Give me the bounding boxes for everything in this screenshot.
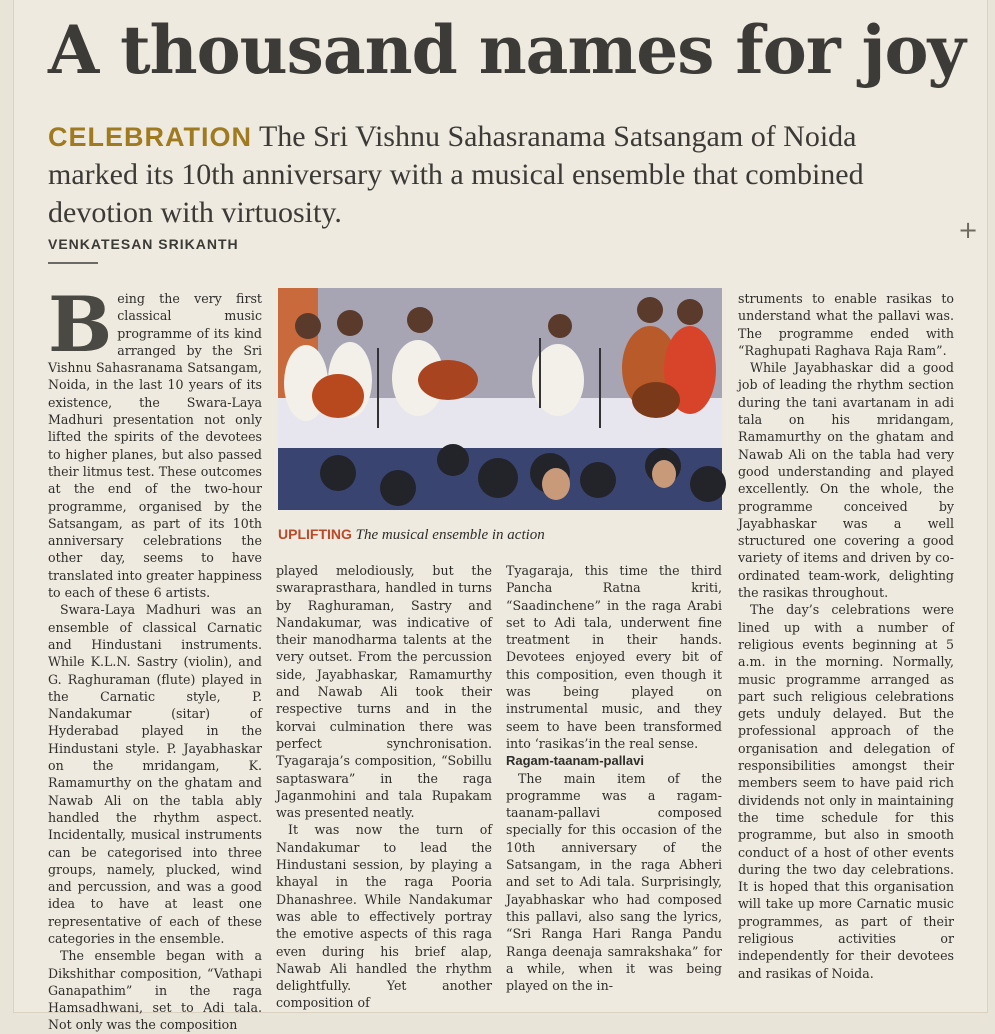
caption-text: The musical ensemble in action — [355, 527, 545, 543]
paragraph: Being the very first classical music programme of its kind arranged by the Sri Vishnu Sahasranama Satsangam, Noida, in the last 10 years of its existence, the Swara-Laya Madhuri presentation not only lifted the spirits of the devotees to higher planes, but also passed their litmus test. These outcomes at the end of the two-hour programme, organised by the Satsangam, as part of its 10th anniversary celebrations the other day, seems to have translated into greater happiness to each of these 6 artists. — [48, 280, 262, 601]
column-3 — [506, 562, 722, 994]
column-4 — [738, 290, 954, 990]
ensemble-photo-image — [278, 288, 722, 510]
paragraph: The day’s celebrations were lined up with a number of religious events beginning at 5 a.m. in the morning. Normally, music programme arranged as part such religious celebrations gets unduly delayed. But the professional approach of the organisation and delegation of responsibilities amongst their members seem to have paid rich dividends not only in maintaining the time schedule for this programme, but also in smooth conduct of a host of other events during the two day celebrations. It is hoped that this organisation will take up more Carnatic music programmes, as part of their religious activities or independently for their devotees and rasikas of Noida. — [738, 602, 954, 981]
column-1 — [48, 280, 262, 1033]
paragraph: The ensemble began with a Dikshithar composition, “Vathapi Ganapathim” in the raga Hamsadhwani, set to Adi tala. Not only was the composition — [48, 948, 262, 1033]
paragraph: While Jayabhaskar did a good job of leading the rhythm section during the tani avartanam in adi tala on his mridangam, Ramamurthy on the ghatam and Nawab Ali on the tabla had very good understanding and played excellently. On the whole, the programme conceived by Jayabhaskar was a well structured one covering a good variety of items and driven by co-ordinated team-work, delighting the rasikas throughout. — [738, 360, 954, 601]
paragraph: The main item of the programme was a ragam-taanam-pallavi composed specially for this occasion of the 10th anniversary of the Satsangam, in the raga Abheri and set to Adi tala. Surprisingly, Jayabhaskar who had composed this pallavi, also sang the lyrics, “Sri Ranga Hari Ranga Pandu Ranga deenaja samrakshaka” for a while, when it was being played on the in- — [506, 770, 722, 994]
byline-rule — [48, 262, 98, 264]
drop-cap: B — [48, 280, 113, 369]
crop-mark-icon: + — [958, 216, 979, 244]
paragraph: It was now the turn of Nandakumar to lead the Hindustani session, by playing a khayal in the raga Pooria Dhanashree. While Nandakumar was able to effectively portray the emotive aspects of this raga even during his brief alap, Nawab Ali handled the rhythm delightfully. Yet another composition of — [276, 822, 492, 1011]
photo-caption — [278, 526, 722, 544]
section-kicker: CELEBRATION — [48, 122, 252, 152]
paragraph: struments to enable rasikas to understand what the pallavi was. The programme ended with “Raghupati Raghava Raja Ram”. — [738, 291, 954, 358]
deck-text: The Sri Vishnu Sahasranama Satsangam of Noida marked its 10th anniversary with a musical ensemble that combined devotion with virtuosity. — [48, 120, 864, 229]
paragraph: Swara-Laya Madhuri was an ensemble of classical Carnatic and Hindustani instruments. While K.L.N. Sastry (violin), and G. Raghuraman (flute) played in the Carnatic style, P. Nandakumar (sitar) of Hyderabad played in the Hindustani style. P. Jayabhaskar on the mridangam, K. Ramamurthy on the ghatam and Nawab Ali on the tabla ably handled the rhythm aspect. Incidentally, musical instruments can be categorised into three groups, namely, plucked, wind and percussion, and was a good idea to have at least one representative of each of these categories in the ensemble. — [48, 602, 262, 946]
byline: VENKATESAN SRIKANTH — [48, 236, 239, 252]
paragraph: Tyagaraja, this time the third Pancha Ratna kriti, “Saadinchene” in the raga Arabi set to Adi tala, underwent fine treatment in their hands. Devotees enjoyed every bit of this composition, even though it was being played on instrumental music, and they seem to have been transformed into ‘rasikas’in the real sense. — [506, 563, 722, 751]
deck — [48, 118, 928, 232]
headline: A thousand names for joy — [48, 11, 965, 89]
paragraph: played melodiously, but the swaraprasthara, handled in turns by Raghuraman, Sastry and Nandakumar, was indicative of their manodharma talents at the very outset. From the percussion side, Jayabhaskar, Ramamurthy and Nawab Ali took their respective turns and in the korvai culmination there was perfect synchronisation. Tyagaraja’s composition, “Sobillu saptaswara” in the raga Jaganmohini and tala Rupakam was presented neatly. — [276, 563, 492, 821]
column-2 — [276, 562, 492, 1011]
subhead: Ragam-taanam-pallavi — [506, 753, 644, 769]
concert-photo — [278, 288, 722, 510]
caption-kicker: UPLIFTING — [278, 526, 352, 542]
